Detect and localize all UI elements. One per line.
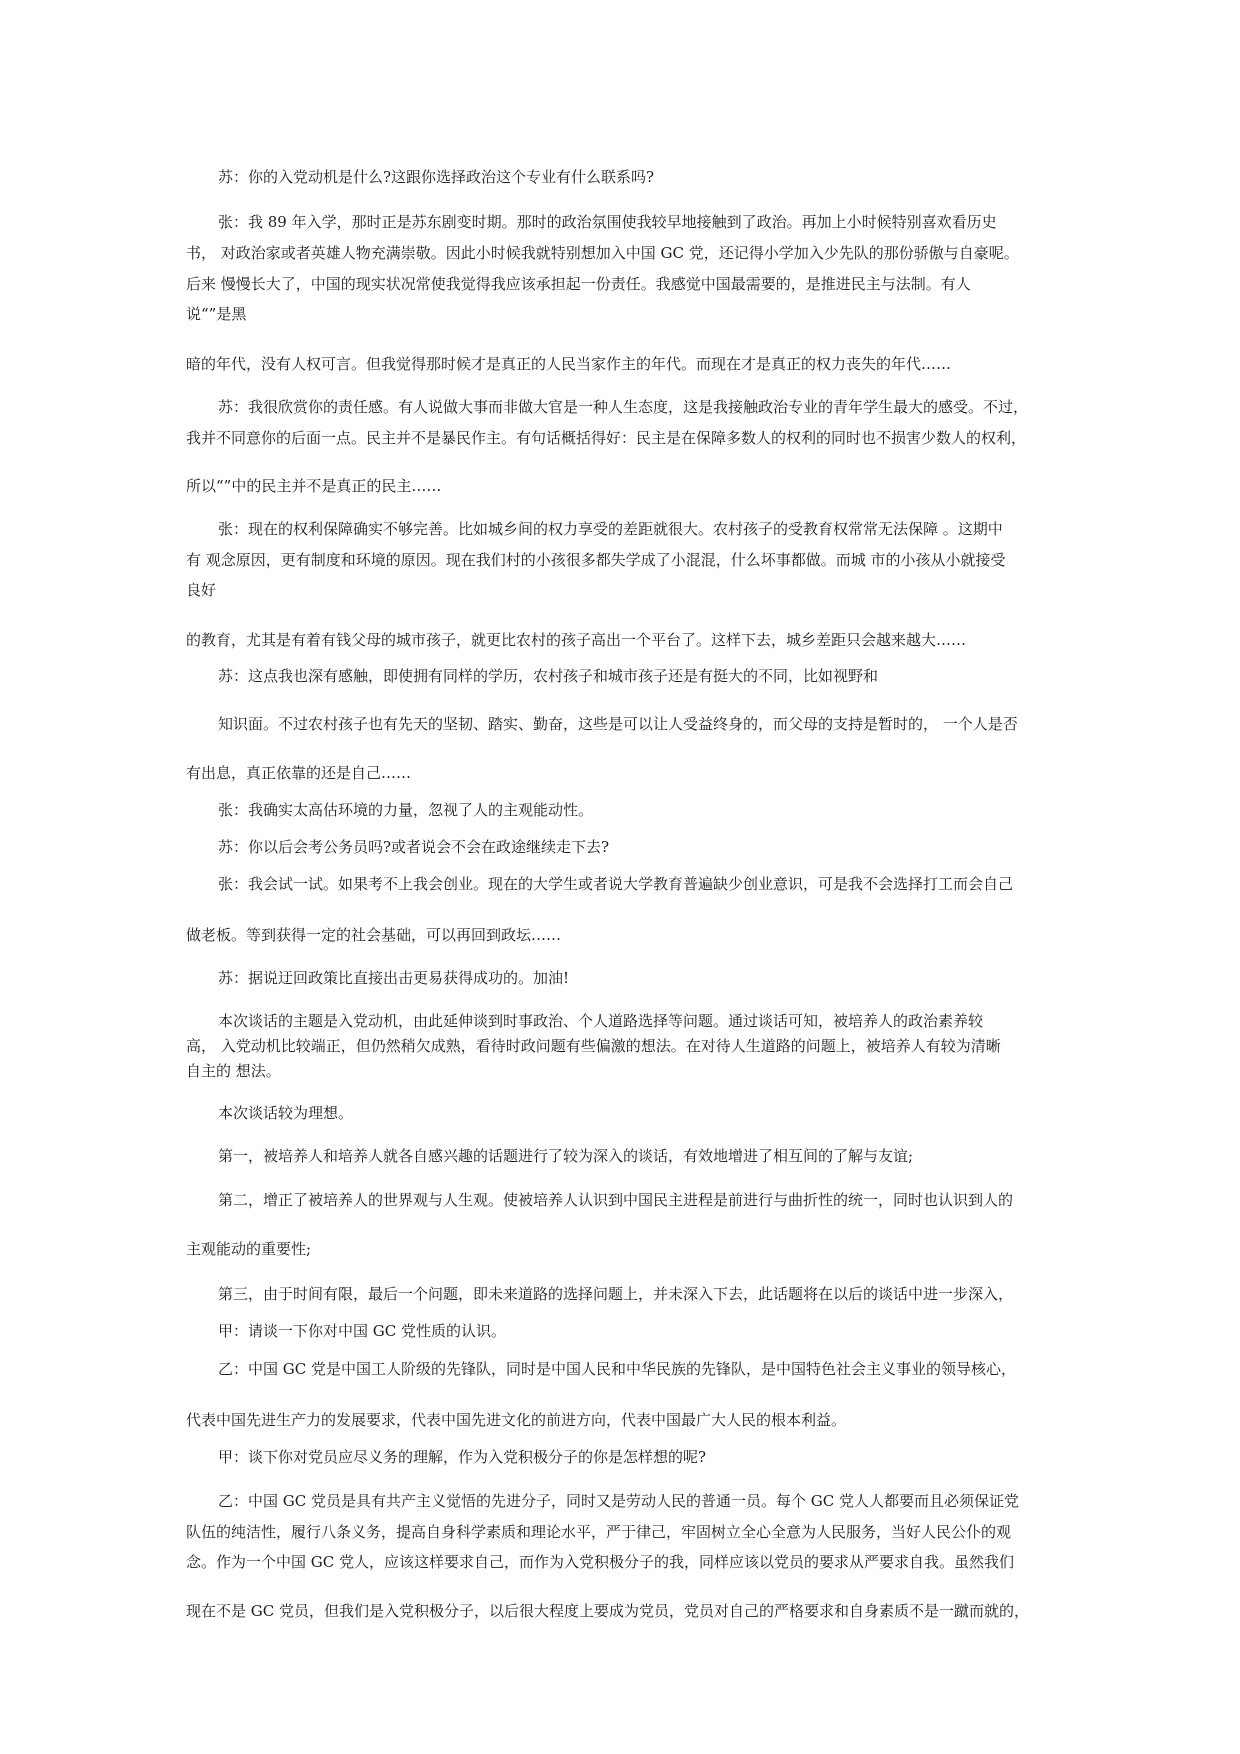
text-line: 甲：请谈一下你对中国 GC 党性质的认识。	[218, 1322, 506, 1340]
text-line: 自主的 想法。	[186, 1062, 281, 1080]
text-line: 说“”是黑	[186, 305, 247, 323]
text-line: 乙：中国 GC 党员是具有共产主义觉悟的先进分子，同时又是劳动人民的普通一员。每个 GC 党人人都要而且必须保证党	[218, 1492, 1019, 1510]
text-line: 的教育，尤其是有着有钱父母的城市孩子，就更比农村的孩子高出一个平台了。这样下去，城乡差距只会越来越大……	[186, 631, 967, 649]
text-line: 队伍的纯洁性，履行八条义务，提高自身科学素质和理论水平，严于律己，牢固树立全心全意为人民服务，当好人民公仆的观	[186, 1523, 1012, 1541]
text-line: 第一，被培养人和培养人就各自感兴趣的话题进行了较为深入的谈话，有效地增进了相互间的了解与友谊;	[218, 1147, 914, 1165]
text-line: 念。作为一个中国 GC 党人，应该这样要求自己，而作为入党积极分子的我，同样应该以党员的要求从严要求自我。虽然我们	[186, 1553, 1015, 1571]
text-line: 苏：你的入党动机是什么?这跟你选择政治这个专业有什么联系吗?	[218, 168, 655, 186]
text-line: 良好	[186, 581, 217, 599]
text-line: 张：我 89 年入学，那时正是苏东剧变时期。那时的政治氛围使我较早地接触到了政治。再加上小时候特别喜欢看历史	[218, 213, 997, 231]
text-line: 苏：这点我也深有感触，即使拥有同样的学历，农村孩子和城市孩子还是有挺大的不同，比如视野和	[218, 667, 879, 685]
text-line: 本次谈话的主题是入党动机，由此延伸谈到时事政治、个人道路选择等问题。通过谈话可知，被培养人的政治素养较	[218, 1012, 984, 1030]
text-line: 甲：谈下你对党员应尽义务的理解，作为入党积极分子的你是怎样想的呢?	[218, 1448, 707, 1466]
text-line: 暗的年代，没有人权可言。但我觉得那时候才是真正的人民当家作主的年代。而现在才是真正的权力丧失的年代……	[186, 355, 952, 373]
text-line: 张：现在的权利保障确实不够完善。比如城乡间的权力享受的差距就很大。农村孩子的受教育权常常无法保障 。这期中	[218, 520, 1003, 538]
text-line: 张：我确实太高估环境的力量，忽视了人的主观能动性。	[218, 801, 594, 819]
text-line: 第三，由于时间有限，最后一个问题，即未来道路的选择问题上，并未深入下去，此话题将在以后的谈话中进一步深入，	[218, 1285, 1014, 1303]
text-line: 有 观念原因，更有制度和环境的原因。现在我们村的小孩很多都失学成了小混混，什么坏事都做。而城 市的小孩从小就接受	[186, 551, 1006, 569]
text-line: 做老板。等到获得一定的社会基础，可以再回到政坛……	[186, 926, 562, 944]
text-line: 知识面。不过农村孩子也有先天的坚韧、踏实、勤奋，这些是可以让人受益终身的，而父母的支持是暂时的， 一个人是否	[218, 715, 1018, 733]
text-line: 所以“”中的民主并不是真正的民主……	[186, 477, 442, 495]
text-line: 代表中国先进生产力的发展要求，代表中国先进文化的前进方向，代表中国最广大人民的根本利益。	[186, 1411, 847, 1429]
text-line: 主观能动的重要性;	[186, 1240, 312, 1258]
text-line: 第二，增正了被培养人的世界观与人生观。使被培养人认识到中国民主进程是前进行与曲折性的统一，同时也认识到人的	[218, 1191, 1014, 1209]
text-line: 有出息，真正依靠的还是自己……	[186, 764, 412, 782]
text-line: 张：我会试一试。如果考不上我会创业。现在的大学生或者说大学教育普遍缺少创业意识，可是我不会选择打工而会自己	[218, 875, 1014, 893]
text-line: 本次谈话较为理想。	[218, 1104, 354, 1122]
text-line: 苏：据说迂回政策比直接出击更易获得成功的。加油!	[218, 969, 570, 987]
text-line: 乙：中国 GC 党是中国工人阶级的先锋队，同时是中国人民和中华民族的先锋队，是中国特色社会主义事业的领导核心，	[218, 1360, 1017, 1378]
text-line: 高， 入党动机比较端正，但仍然稍欠成熟，看待时政问题有些偏激的想法。在对待人生道路的问题上，被培养人有较为清晰	[186, 1037, 1001, 1055]
text-line: 书， 对政治家或者英雄人物充满崇敬。因此小时候我就特别想加入中国 GC 党，还记得小学加入少先队的那份骄傲与自豪呢。	[186, 244, 1019, 262]
text-line: 苏：我很欣赏你的责任感。有人说做大事而非做大官是一种人生态度，这是我接触政治专业的青年学生最大的感受。不过，	[218, 398, 1029, 416]
text-line: 苏：你以后会考公务员吗?或者说会不会在政途继续走下去?	[218, 838, 610, 856]
text-line: 我并不同意你的后面一点。民主并不是暴民作主。有句话概括得好：民主是在保障多数人的权利的同时也不损害少数人的权利，	[186, 429, 1027, 447]
text-line: 后来 慢慢长大了，中国的现实状况常使我觉得我应该承担起一份责任。我感觉中国最需要的，是推进民主与法制。有人	[186, 275, 971, 293]
text-line: 现在不是 GC 党员，但我们是入党积极分子，以后很大程度上要成为党员，党员对自己的严格要求和自身素质不是一蹴而就的，	[186, 1602, 1030, 1620]
